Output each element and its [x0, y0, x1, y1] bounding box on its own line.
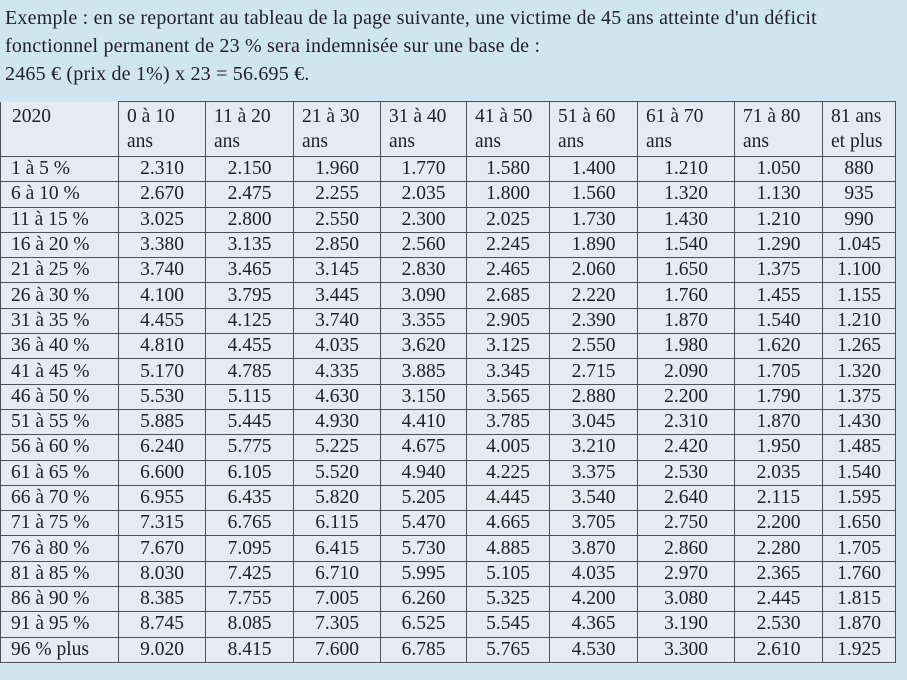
indemnity-value-cell: 1.540 [638, 232, 735, 257]
deficit-range-label: 16 à 20 % [1, 232, 119, 257]
indemnity-value-cell: 1.870 [638, 308, 735, 333]
indemnity-value-cell: 8.415 [206, 637, 294, 662]
indemnity-value-cell: 8.030 [119, 561, 206, 586]
indemnity-value-cell: 1.870 [823, 612, 896, 637]
age-column-header: 51 à 60 ans [550, 102, 638, 157]
deficit-range-label: 71 à 75 % [1, 511, 119, 536]
indemnity-value-cell: 1.925 [823, 637, 896, 662]
table-row [1, 283, 896, 308]
indemnity-value-cell: 2.905 [467, 308, 550, 333]
indemnity-value-cell: 4.455 [119, 308, 206, 333]
deficit-range-label: 81 à 85 % [1, 561, 119, 586]
indemnity-value-cell: 1.650 [638, 258, 735, 283]
indemnity-value-cell: 2.530 [735, 612, 823, 637]
age-column-header: 41 à 50 ans [467, 102, 550, 157]
indemnity-value-cell: 1.760 [823, 561, 896, 586]
indemnity-value-cell: 8.745 [119, 612, 206, 637]
year-header-cell: 2020 [1, 102, 119, 157]
indemnity-value-cell: 2.300 [381, 207, 467, 232]
indemnity-value-cell: 7.755 [206, 587, 294, 612]
indemnity-value-cell: 4.365 [550, 612, 638, 637]
indemnity-value-cell: 2.475 [206, 182, 294, 207]
indemnity-value-cell: 3.300 [638, 637, 735, 662]
indemnity-value-cell: 4.675 [381, 435, 467, 460]
age-column-header: 11 à 20 ans [206, 102, 294, 157]
indemnity-value-cell: 3.740 [294, 308, 381, 333]
deficit-range-label: 61 à 65 % [1, 460, 119, 485]
indemnity-value-cell: 2.245 [467, 232, 550, 257]
indemnity-value-cell: 1.320 [823, 359, 896, 384]
indemnity-value-cell: 4.125 [206, 308, 294, 333]
indemnity-value-cell: 1.890 [550, 232, 638, 257]
indemnity-value-cell: 5.470 [381, 511, 467, 536]
table-row [1, 334, 896, 359]
table-row [1, 536, 896, 561]
example-line-2: fonctionnel permanent de 23 % sera indemnisée sur une base de : [5, 35, 541, 57]
indemnity-value-cell: 1.595 [823, 485, 896, 510]
indemnity-value-cell: 1.485 [823, 435, 896, 460]
indemnity-value-cell: 2.550 [294, 207, 381, 232]
indemnity-value-cell: 3.125 [467, 334, 550, 359]
deficit-range-label: 66 à 70 % [1, 485, 119, 510]
indemnity-scale-table [0, 101, 896, 663]
indemnity-value-cell: 1.760 [638, 283, 735, 308]
deficit-range-label: 76 à 80 % [1, 536, 119, 561]
indemnity-value-cell: 4.455 [206, 334, 294, 359]
table-row [1, 435, 896, 460]
indemnity-value-cell: 5.765 [467, 637, 550, 662]
indemnity-value-cell: 3.145 [294, 258, 381, 283]
indemnity-value-cell: 4.225 [467, 460, 550, 485]
indemnity-value-cell: 3.375 [550, 460, 638, 485]
indemnity-value-cell: 5.730 [381, 536, 467, 561]
indemnity-value-cell: 1.960 [294, 157, 381, 182]
indemnity-value-cell: 1.815 [823, 587, 896, 612]
indemnity-value-cell: 3.210 [550, 435, 638, 460]
indemnity-value-cell: 4.885 [467, 536, 550, 561]
indemnity-value-cell: 3.080 [638, 587, 735, 612]
indemnity-value-cell: 6.115 [294, 511, 381, 536]
indemnity-value-cell: 1.730 [550, 207, 638, 232]
indemnity-value-cell: 5.105 [467, 561, 550, 586]
indemnity-value-cell: 7.315 [119, 511, 206, 536]
table-row [1, 409, 896, 434]
indemnity-value-cell: 5.170 [119, 359, 206, 384]
indemnity-value-cell: 3.465 [206, 258, 294, 283]
indemnity-value-cell: 6.525 [381, 612, 467, 637]
indemnity-value-cell: 1.320 [638, 182, 735, 207]
indemnity-value-cell: 3.870 [550, 536, 638, 561]
deficit-range-label: 96 % plus [1, 637, 119, 662]
indemnity-value-cell: 2.800 [206, 207, 294, 232]
indemnity-value-cell: 4.940 [381, 460, 467, 485]
table-row [1, 359, 896, 384]
table-row [1, 485, 896, 510]
indemnity-value-cell: 1.400 [550, 157, 638, 182]
table-row [1, 637, 896, 662]
deficit-range-label: 56 à 60 % [1, 435, 119, 460]
indemnity-value-cell: 5.325 [467, 587, 550, 612]
indemnity-value-cell: 9.020 [119, 637, 206, 662]
indemnity-value-cell: 5.205 [381, 485, 467, 510]
indemnity-value-cell: 5.225 [294, 435, 381, 460]
indemnity-value-cell: 1.375 [823, 384, 896, 409]
deficit-range-label: 91 à 95 % [1, 612, 119, 637]
indemnity-value-cell: 1.430 [823, 409, 896, 434]
indemnity-value-cell: 1.045 [823, 232, 896, 257]
indemnity-value-cell: 5.520 [294, 460, 381, 485]
indemnity-value-cell: 6.785 [381, 637, 467, 662]
indemnity-value-cell: 5.115 [206, 384, 294, 409]
indemnity-value-cell: 1.050 [735, 157, 823, 182]
indemnity-value-cell: 6.105 [206, 460, 294, 485]
deficit-range-label: 1 à 5 % [1, 157, 119, 182]
table-row [1, 207, 896, 232]
table-row [1, 511, 896, 536]
indemnity-value-cell: 1.870 [735, 409, 823, 434]
age-column-header: 61 à 70 ans [638, 102, 735, 157]
indemnity-value-cell: 2.880 [550, 384, 638, 409]
indemnity-value-cell: 2.715 [550, 359, 638, 384]
indemnity-value-cell: 2.035 [735, 460, 823, 485]
indemnity-value-cell: 1.650 [823, 511, 896, 536]
indemnity-value-cell: 6.260 [381, 587, 467, 612]
table-row [1, 232, 896, 257]
indemnity-value-cell: 4.785 [206, 359, 294, 384]
indemnity-value-cell: 1.210 [823, 308, 896, 333]
indemnity-value-cell: 2.090 [638, 359, 735, 384]
indemnity-value-cell: 6.600 [119, 460, 206, 485]
indemnity-value-cell: 1.210 [735, 207, 823, 232]
indemnity-value-cell: 4.665 [467, 511, 550, 536]
indemnity-value-cell: 1.620 [735, 334, 823, 359]
indemnity-value-cell: 3.345 [467, 359, 550, 384]
indemnity-value-cell: 4.100 [119, 283, 206, 308]
indemnity-value-cell: 935 [823, 182, 896, 207]
indemnity-value-cell: 3.565 [467, 384, 550, 409]
deficit-range-label: 21 à 25 % [1, 258, 119, 283]
deficit-range-label: 6 à 10 % [1, 182, 119, 207]
indemnity-value-cell: 3.795 [206, 283, 294, 308]
age-column-header: 0 à 10 ans [119, 102, 206, 157]
indemnity-value-cell: 2.060 [550, 258, 638, 283]
indemnity-value-cell: 8.385 [119, 587, 206, 612]
indemnity-value-cell: 5.995 [381, 561, 467, 586]
indemnity-value-cell: 880 [823, 157, 896, 182]
indemnity-value-cell: 3.355 [381, 308, 467, 333]
indemnity-value-cell: 1.790 [735, 384, 823, 409]
indemnity-value-cell: 1.210 [638, 157, 735, 182]
indemnity-value-cell: 2.970 [638, 561, 735, 586]
indemnity-value-cell: 2.850 [294, 232, 381, 257]
indemnity-value-cell: 2.310 [638, 409, 735, 434]
table-row [1, 258, 896, 283]
table-row [1, 587, 896, 612]
example-paragraph [0, 0, 907, 88]
indemnity-value-cell: 1.705 [823, 536, 896, 561]
age-column-header: 31 à 40 ans [381, 102, 467, 157]
deficit-range-label: 51 à 55 % [1, 409, 119, 434]
deficit-range-label: 11 à 15 % [1, 207, 119, 232]
indemnity-value-cell: 7.425 [206, 561, 294, 586]
indemnity-value-cell: 6.240 [119, 435, 206, 460]
table-row [1, 384, 896, 409]
indemnity-value-cell: 2.530 [638, 460, 735, 485]
indemnity-value-cell: 1.580 [467, 157, 550, 182]
indemnity-value-cell: 2.365 [735, 561, 823, 586]
indemnity-value-cell: 2.670 [119, 182, 206, 207]
indemnity-value-cell: 2.640 [638, 485, 735, 510]
indemnity-value-cell: 1.770 [381, 157, 467, 182]
indemnity-value-cell: 1.265 [823, 334, 896, 359]
indemnity-value-cell: 6.435 [206, 485, 294, 510]
indemnity-value-cell: 7.670 [119, 536, 206, 561]
indemnity-value-cell: 1.540 [823, 460, 896, 485]
indemnity-value-cell: 5.445 [206, 409, 294, 434]
indemnity-value-cell: 3.090 [381, 283, 467, 308]
indemnity-value-cell: 2.550 [550, 334, 638, 359]
age-column-header: 21 à 30 ans [294, 102, 381, 157]
indemnity-value-cell: 2.310 [119, 157, 206, 182]
deficit-range-label: 41 à 45 % [1, 359, 119, 384]
indemnity-value-cell: 4.410 [381, 409, 467, 434]
example-line-3: 2465 € (prix de 1%) x 23 = 56.695 €. [5, 63, 310, 85]
indemnity-value-cell: 2.220 [550, 283, 638, 308]
indemnity-value-cell: 1.100 [823, 258, 896, 283]
indemnity-value-cell: 2.115 [735, 485, 823, 510]
indemnity-value-cell: 3.045 [550, 409, 638, 434]
indemnity-value-cell: 1.155 [823, 283, 896, 308]
indemnity-value-cell: 7.600 [294, 637, 381, 662]
indemnity-value-cell: 1.560 [550, 182, 638, 207]
indemnity-value-cell: 4.445 [467, 485, 550, 510]
indemnity-value-cell: 1.430 [638, 207, 735, 232]
indemnity-value-cell: 5.545 [467, 612, 550, 637]
table-header-row [1, 102, 896, 157]
indemnity-value-cell: 3.190 [638, 612, 735, 637]
indemnity-value-cell: 3.540 [550, 485, 638, 510]
indemnity-value-cell: 3.620 [381, 334, 467, 359]
age-column-header: 81 ans et plus [823, 102, 896, 157]
indemnity-value-cell: 5.775 [206, 435, 294, 460]
indemnity-value-cell: 1.950 [735, 435, 823, 460]
table-row [1, 460, 896, 485]
indemnity-value-cell: 4.200 [550, 587, 638, 612]
deficit-range-label: 86 à 90 % [1, 587, 119, 612]
indemnity-value-cell: 6.415 [294, 536, 381, 561]
indemnity-value-cell: 6.955 [119, 485, 206, 510]
indemnity-value-cell: 1.705 [735, 359, 823, 384]
indemnity-value-cell: 2.560 [381, 232, 467, 257]
table-row [1, 561, 896, 586]
indemnity-value-cell: 5.820 [294, 485, 381, 510]
indemnity-value-cell: 8.085 [206, 612, 294, 637]
deficit-range-label: 31 à 35 % [1, 308, 119, 333]
indemnity-value-cell: 4.930 [294, 409, 381, 434]
indemnity-value-cell: 1.980 [638, 334, 735, 359]
deficit-range-label: 26 à 30 % [1, 283, 119, 308]
indemnity-value-cell: 3.445 [294, 283, 381, 308]
indemnity-value-cell: 3.135 [206, 232, 294, 257]
indemnity-value-cell: 5.885 [119, 409, 206, 434]
indemnity-value-cell: 7.095 [206, 536, 294, 561]
indemnity-value-cell: 2.390 [550, 308, 638, 333]
indemnity-value-cell: 4.035 [294, 334, 381, 359]
indemnity-value-cell: 4.630 [294, 384, 381, 409]
indemnity-value-cell: 5.530 [119, 384, 206, 409]
indemnity-value-cell: 1.455 [735, 283, 823, 308]
indemnity-value-cell: 2.465 [467, 258, 550, 283]
indemnity-value-cell: 6.710 [294, 561, 381, 586]
table-row [1, 308, 896, 333]
indemnity-value-cell: 7.005 [294, 587, 381, 612]
indemnity-value-cell: 3.885 [381, 359, 467, 384]
indemnity-value-cell: 4.530 [550, 637, 638, 662]
indemnity-value-cell: 1.290 [735, 232, 823, 257]
indemnity-value-cell: 3.380 [119, 232, 206, 257]
indemnity-value-cell: 4.035 [550, 561, 638, 586]
indemnity-value-cell: 2.610 [735, 637, 823, 662]
indemnity-value-cell: 4.810 [119, 334, 206, 359]
indemnity-value-cell: 2.445 [735, 587, 823, 612]
indemnity-value-cell: 1.375 [735, 258, 823, 283]
indemnity-value-cell: 2.200 [735, 511, 823, 536]
indemnity-value-cell: 2.860 [638, 536, 735, 561]
example-line-1: Exemple : en se reportant au tableau de la page suivante, une victime de 45 ans atteinte d'un déficit [5, 7, 817, 29]
indemnity-value-cell: 7.305 [294, 612, 381, 637]
indemnity-value-cell: 1.540 [735, 308, 823, 333]
indemnity-value-cell: 2.750 [638, 511, 735, 536]
indemnity-value-cell: 3.740 [119, 258, 206, 283]
table-row [1, 157, 896, 182]
indemnity-value-cell: 2.685 [467, 283, 550, 308]
deficit-range-label: 46 à 50 % [1, 384, 119, 409]
indemnity-value-cell: 4.335 [294, 359, 381, 384]
indemnity-value-cell: 6.765 [206, 511, 294, 536]
indemnity-value-cell: 1.130 [735, 182, 823, 207]
indemnity-value-cell: 2.255 [294, 182, 381, 207]
indemnity-value-cell: 2.830 [381, 258, 467, 283]
indemnity-value-cell: 2.280 [735, 536, 823, 561]
indemnity-value-cell: 4.005 [467, 435, 550, 460]
age-column-header: 71 à 80 ans [735, 102, 823, 157]
indemnity-value-cell: 3.025 [119, 207, 206, 232]
indemnity-value-cell: 2.200 [638, 384, 735, 409]
deficit-range-label: 36 à 40 % [1, 334, 119, 359]
indemnity-value-cell: 3.705 [550, 511, 638, 536]
indemnity-value-cell: 1.800 [467, 182, 550, 207]
table-row [1, 612, 896, 637]
indemnity-value-cell: 2.025 [467, 207, 550, 232]
indemnity-value-cell: 990 [823, 207, 896, 232]
indemnity-value-cell: 2.035 [381, 182, 467, 207]
indemnity-value-cell: 2.420 [638, 435, 735, 460]
indemnity-value-cell: 3.150 [381, 384, 467, 409]
table-row [1, 182, 896, 207]
indemnity-value-cell: 2.150 [206, 157, 294, 182]
indemnity-value-cell: 3.785 [467, 409, 550, 434]
